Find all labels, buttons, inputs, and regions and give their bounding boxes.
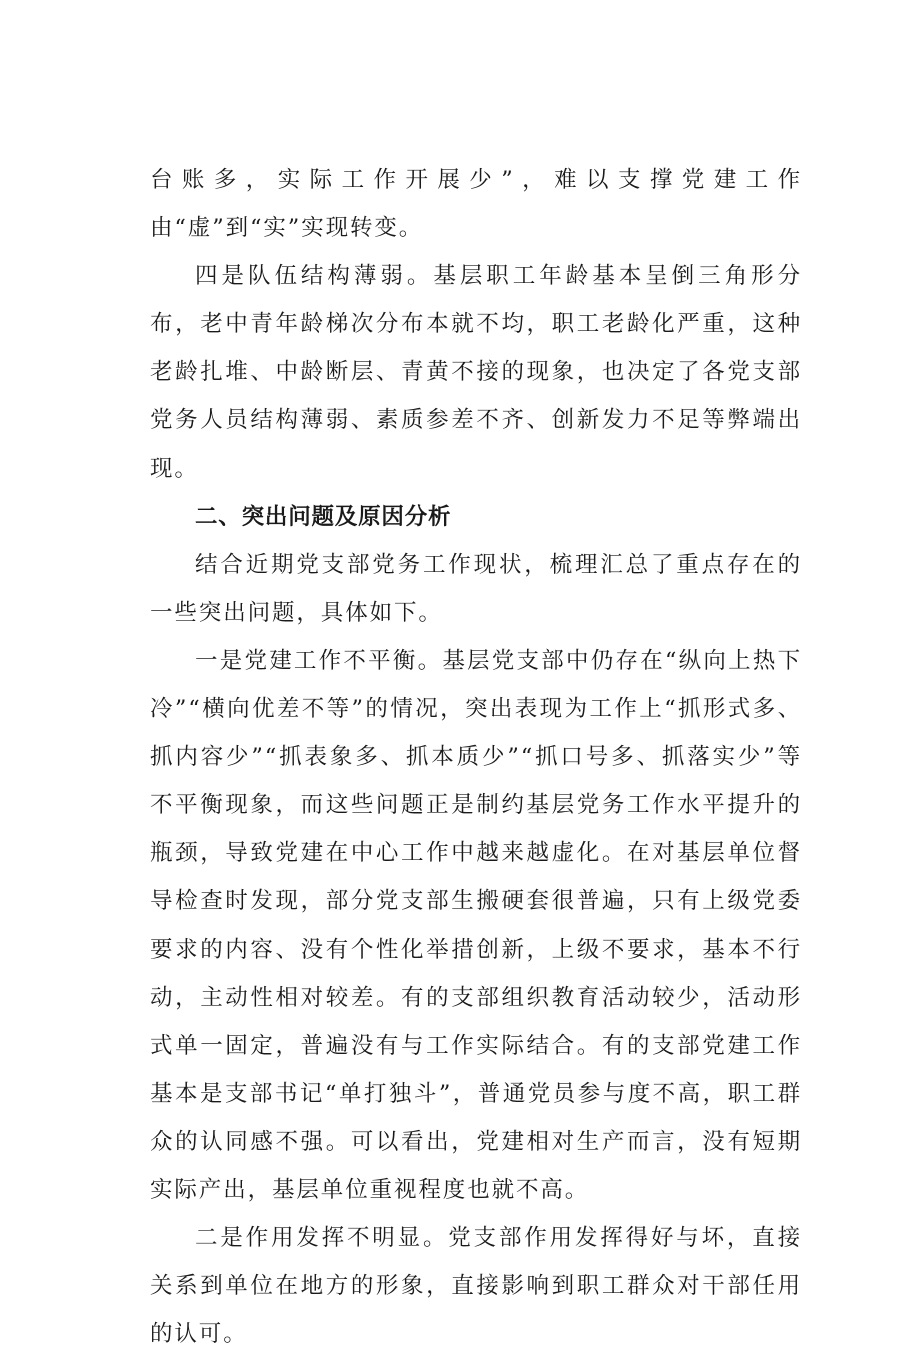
paragraph-intro: 结合近期党支部党务工作现状，梳理汇总了重点存在的一些突出问题，具体如下。 <box>150 551 802 626</box>
paragraph-team-structure: 四是队伍结构薄弱。基层职工年龄基本呈倒三角形分布，老中青年龄梯次分布本就不均，职工老龄化严重，这种老龄扎堆、中龄断层、青黄不接的现象，也决定了各党支部党务人员结构薄弱、素质参差不齐、创新发力不足等弊端出现。 <box>150 263 802 482</box>
paragraph-role: 二是作用发挥不明显。党支部作用发挥得好与坏，直接关系到单位在地方的形象，直接影响到职工群众对干部任用的认可。 <box>150 1225 802 1348</box>
section-heading: 二、突出问题及原因分析 <box>195 503 452 530</box>
document-body <box>150 156 802 1358</box>
paragraph-continuation: 台账多，实际工作开展少”，难以支撑党建工作由“虚”到“实”实现转变。 <box>150 167 802 242</box>
paragraph-imbalance: 一是党建工作不平衡。基层党支部中仍存在“纵向上热下冷”“横向优差不等”的情况，突出表现为工作上“抓形式多、抓内容少”“抓表象多、抓本质少”“抓口号多、抓落实少”等不平衡现象，而这些问题正是制约基层党务工作水平提升的瓶颈，导致党建在中心工作中越来越虚化。在对基层单位督导检查时发现，部分党支部生搬硬套很普遍，只有上级党委要求的内容、没有个性化举措创新，上级不要求，基本不行动，主动性相对较差。有的支部组织教育活动较少，活动形式单一固定，普遍没有与工作实际结合。有的支部党建工作基本是支部书记“单打独斗”，普通党员参与度不高，职工群众的认同感不强。可以看出，党建相对生产而言，没有短期实际产出，基层单位重视程度也就不高。 <box>150 647 802 1203</box>
